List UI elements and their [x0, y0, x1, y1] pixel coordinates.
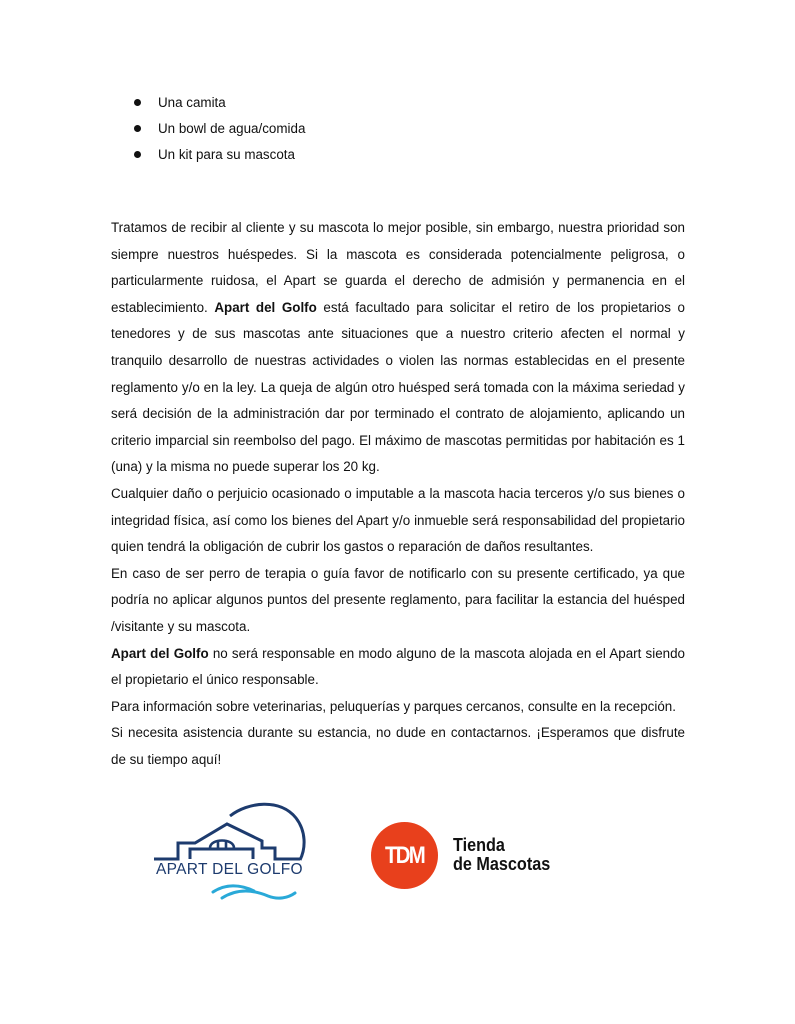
list-item — [130, 142, 305, 168]
bullet-icon — [134, 99, 141, 106]
wave-line — [222, 891, 295, 898]
tdm-logo-text — [453, 836, 550, 874]
admission-paragraph — [111, 215, 685, 481]
list-item-text: Un kit para su mascota — [158, 147, 295, 162]
admission-text-1: Tratamos de recibir al cliente y su mascota lo mejor posible, sin embargo, nuestra prioridad son siempre nuestros huéspedes. Si la mascota es considerada potencialmente peligrosa, o particularmente ruidosa, el Apart se guarda el derecho de admisión y permanencia en el establecimiento. — [111, 220, 685, 315]
list-item — [130, 116, 305, 142]
list-item — [130, 90, 305, 116]
list-item-text: Una camita — [158, 95, 226, 110]
closing-paragraph: Si necesita asistencia durante su estancia, no dude en contactarnos. ¡Esperamos que disfrute de su tiempo aquí! — [111, 725, 685, 767]
bullet-icon — [134, 125, 141, 132]
info-paragraph: Para información sobre veterinarias, peluquerías y parques cercanos, consulte en la recepción. — [111, 698, 676, 714]
pet-policy-text — [111, 215, 685, 773]
bullet-icon — [134, 151, 141, 158]
therapy-dog-paragraph: En caso de ser perro de terapia o guía favor de notificarlo con su presente certificado, ya que podría no aplicar algunos puntos del presente reglamento, para facilitar la estancia del huésped /visitante y su mascota. — [111, 565, 685, 634]
apart-del-golfo-logo — [150, 798, 315, 903]
liability-paragraph — [111, 641, 685, 694]
admission-text-2: está facultado para solicitar el retiro de los propietarios o tenedores y de sus mascotas ante situaciones que a nuestro criterio afecten el normal y tranquilo desarrollo de nuestras actividades o violen las normas establecidas en el presente reglamento y/o en la ley. La queja de algún otro huésped será tomada con la máxima seriedad y será decisión de la administración dar por terminado el contrato de alojamiento, aplicando un criterio imparcial sin reembolso del pago. El máximo de mascotas permitidas por habitación es 1 (una) y la misma no puede superar los 20 kg. — [111, 299, 685, 475]
list-item-text: Un bowl de agua/comida — [158, 121, 306, 136]
brand-name-bold: Apart del Golfo — [214, 299, 317, 315]
brand-name-bold: Apart del Golfo — [111, 645, 209, 661]
tienda-de-mascotas-logo — [371, 822, 571, 890]
tdm-monogram: TDM — [384, 842, 425, 869]
apart-building-icon — [150, 798, 315, 903]
pet-amenities-list — [130, 90, 305, 168]
tdm-name-line-2: de Mascotas — [453, 854, 551, 874]
tdm-name-line-1: Tienda — [453, 835, 505, 855]
liability-text: no será responsable en modo alguno de la mascota alojada en el Apart siendo el propietario el único responsable. — [111, 645, 685, 688]
damages-paragraph: Cualquier daño o perjuicio ocasionado o imputable a la mascota hacia terceros y/o sus bienes o integridad física, así como los bienes del Apart y/o inmueble será responsabilidad del propietario quien tendrá la obligación de cubrir los gastos o reparación de daños resultantes. — [111, 485, 685, 555]
apart-logo-text: APART DEL GOLFO — [156, 861, 303, 878]
